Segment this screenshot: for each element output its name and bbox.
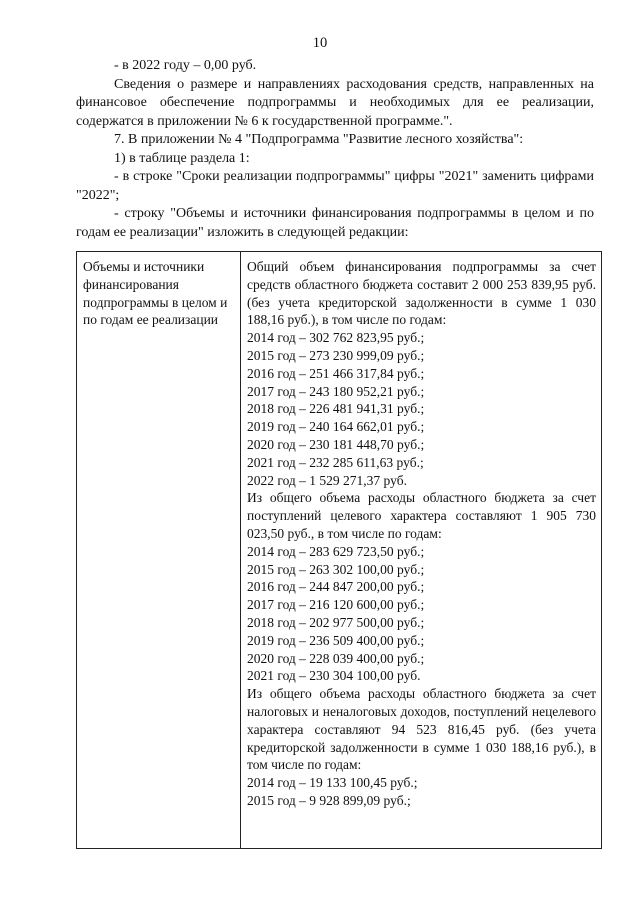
intro-paragraph: 1) в таблице раздела 1: <box>114 150 250 166</box>
funding-table <box>76 251 602 849</box>
targeted-year-line: 2021 год – 230 304 100,00 руб. <box>247 668 421 684</box>
targeted-year-line: 2016 год – 244 847 200,00 руб.; <box>247 579 425 595</box>
targeted-year-line: 2020 год – 228 039 400,00 руб.; <box>247 650 425 666</box>
tax-funding-intro: Из общего объема расходы областного бюджета за счет налоговых и неналоговых доходов, поступлений нецелевого характера составляют 94 523 816,45 руб. (без учета кредиторской задолженности в сумме 1 030 188,16 руб.), в том числе по годам: <box>247 686 596 773</box>
intro-paragraph: Сведения о размере и направлениях расходования средств, направленных на финансовое обеспечение подпрограммы и необходимых для ее реализации, содержатся в приложении № 6 к государственной программе.". <box>76 76 594 129</box>
intro-text <box>76 57 594 242</box>
intro-paragraph: - в строке "Сроки реализации подпрограммы" цифры "2021" заменить цифрами "2022"; <box>76 169 594 203</box>
targeted-year-line: 2015 год – 263 302 100,00 руб.; <box>247 561 425 577</box>
intro-paragraph: - в 2022 году – 0,00 руб. <box>114 58 257 73</box>
total-year-line: 2019 год – 240 164 662,01 руб.; <box>247 419 425 435</box>
total-year-line: 2016 год – 251 466 317,84 руб.; <box>247 365 425 381</box>
tax-year-line: 2015 год – 9 928 899,09 руб.; <box>247 792 411 808</box>
targeted-year-line: 2019 год – 236 509 400,00 руб.; <box>247 632 425 648</box>
intro-paragraph: - строку "Объемы и источники финансирования подпрограммы в целом и по годам ее реализации" изложить в следующей редакции: <box>76 206 594 240</box>
table-label-cell: Объемы и источники финансирования подпрограммы в целом и по годам ее реализации <box>77 252 241 848</box>
total-year-line: 2014 год – 302 762 823,95 руб.; <box>247 330 425 346</box>
total-year-line: 2015 год – 273 230 999,09 руб.; <box>247 347 425 363</box>
total-year-line: 2020 год – 230 181 448,70 руб.; <box>247 436 425 452</box>
total-funding-intro: Общий объем финансирования подпрограммы за счет средств областного бюджета составит 2 000 253 839,95 руб. (без учета кредиторской задолженности в сумме 1 030 188,16 руб.), в том числе по годам: <box>247 259 596 328</box>
intro-paragraph: 7. В приложении № 4 "Подпрограмма "Развитие лесного хозяйства": <box>114 132 524 147</box>
total-year-line: 2018 год – 226 481 941,31 руб.; <box>247 401 425 417</box>
total-year-line: 2021 год – 232 285 611,63 руб.; <box>247 454 424 470</box>
targeted-year-line: 2017 год – 216 120 600,00 руб.; <box>247 597 425 613</box>
page-number: 10 <box>312 35 328 51</box>
targeted-year-line: 2014 год – 283 629 723,50 руб.; <box>247 543 425 559</box>
table-value-cell <box>241 252 601 848</box>
total-year-line: 2017 год – 243 180 952,21 руб.; <box>247 383 425 399</box>
targeted-funding-intro: Из общего объема расходы областного бюджета за счет поступлений целевого характера составляют 1 905 730 023,50 руб., в том числе по годам: <box>247 490 596 541</box>
tax-year-line: 2014 год – 19 133 100,45 руб.; <box>247 775 418 791</box>
total-year-line: 2022 год – 1 529 271,37 руб. <box>247 472 407 488</box>
targeted-year-line: 2018 год – 202 977 500,00 руб.; <box>247 614 425 630</box>
